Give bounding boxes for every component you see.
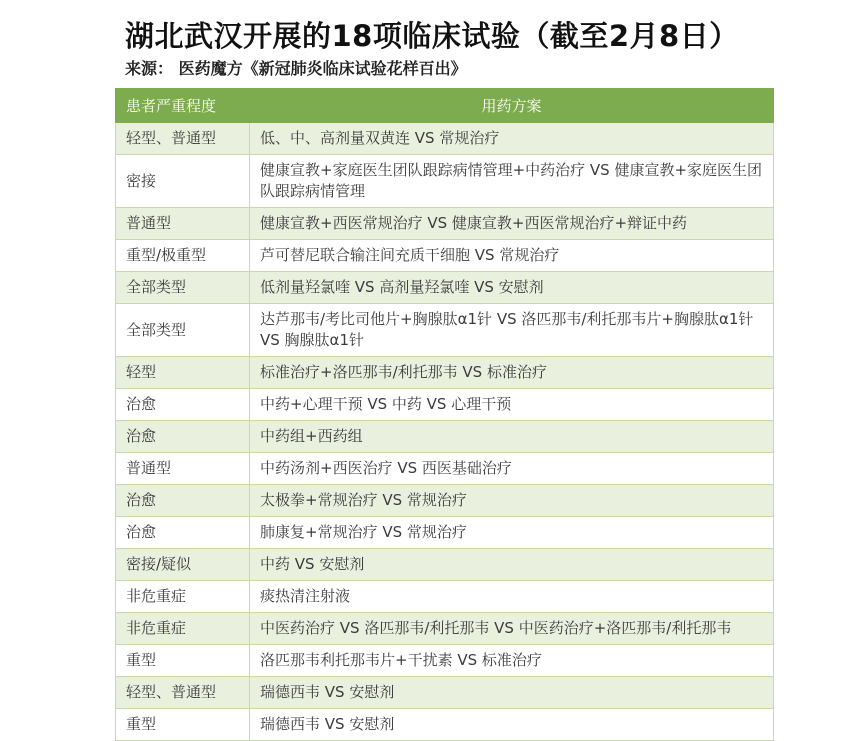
page-title: 湖北武汉开展的18项临床试验（截至2月8日）	[125, 19, 739, 53]
table-row	[116, 304, 774, 357]
severity-cell: 轻型	[116, 357, 250, 389]
column-header-regimen: 用药方案	[250, 89, 774, 123]
table-row	[116, 389, 774, 421]
table-header	[116, 89, 774, 123]
table-row	[116, 645, 774, 677]
table-body	[116, 123, 774, 741]
table-row	[116, 155, 774, 208]
table-row	[116, 677, 774, 709]
column-header-severity: 患者严重程度	[116, 89, 250, 123]
severity-cell: 普通型	[116, 208, 250, 240]
table-row	[116, 517, 774, 549]
severity-cell: 全部类型	[116, 304, 250, 357]
regimen-cell: 健康宣教+家庭医生团队跟踪病情管理+中药治疗 VS 健康宣教+家庭医生团队跟踪病情管理	[250, 155, 774, 208]
regimen-cell: 痰热清注射液	[250, 581, 774, 613]
severity-cell: 重型	[116, 709, 250, 741]
regimen-cell: 中医药治疗 VS 洛匹那韦/利托那韦 VS 中医药治疗+洛匹那韦/利托那韦	[250, 613, 774, 645]
regimen-cell: 瑞德西韦 VS 安慰剂	[250, 677, 774, 709]
source-line: 来源： 医药魔方《新冠肺炎临床试验花样百出》	[125, 59, 467, 78]
clinical-trials-table	[115, 88, 774, 741]
severity-cell: 轻型、普通型	[116, 123, 250, 155]
severity-cell: 重型/极重型	[116, 240, 250, 272]
table-row	[116, 272, 774, 304]
regimen-cell: 标准治疗+洛匹那韦/利托那韦 VS 标准治疗	[250, 357, 774, 389]
regimen-cell: 瑞德西韦 VS 安慰剂	[250, 709, 774, 741]
table-row	[116, 613, 774, 645]
table-row	[116, 208, 774, 240]
regimen-cell: 健康宣教+西医常规治疗 VS 健康宣教+西医常规治疗+辩证中药	[250, 208, 774, 240]
severity-cell: 密接	[116, 155, 250, 208]
regimen-cell: 中药 VS 安慰剂	[250, 549, 774, 581]
table-row	[116, 240, 774, 272]
header-row	[116, 89, 774, 123]
table-row	[116, 485, 774, 517]
table-row	[116, 549, 774, 581]
regimen-cell: 低、中、高剂量双黄连 VS 常规治疗	[250, 123, 774, 155]
severity-cell: 轻型、普通型	[116, 677, 250, 709]
table-row	[116, 709, 774, 741]
table-row	[116, 581, 774, 613]
severity-cell: 全部类型	[116, 272, 250, 304]
regimen-cell: 太极拳+常规治疗 VS 常规治疗	[250, 485, 774, 517]
table-row	[116, 453, 774, 485]
table-row	[116, 123, 774, 155]
regimen-cell: 肺康复+常规治疗 VS 常规治疗	[250, 517, 774, 549]
severity-cell: 治愈	[116, 485, 250, 517]
severity-cell: 治愈	[116, 389, 250, 421]
regimen-cell: 中药汤剂+西医治疗 VS 西医基础治疗	[250, 453, 774, 485]
severity-cell: 治愈	[116, 517, 250, 549]
regimen-cell: 达芦那韦/考比司他片+胸腺肽α1针 VS 洛匹那韦/利托那韦片+胸腺肽α1针 VS 胸腺肽α1针	[250, 304, 774, 357]
severity-cell: 密接/疑似	[116, 549, 250, 581]
table-row	[116, 421, 774, 453]
table-row	[116, 357, 774, 389]
regimen-cell: 中药组+西药组	[250, 421, 774, 453]
severity-cell: 重型	[116, 645, 250, 677]
severity-cell: 普通型	[116, 453, 250, 485]
severity-cell: 治愈	[116, 421, 250, 453]
regimen-cell: 低剂量羟氯喹 VS 高剂量羟氯喹 VS 安慰剂	[250, 272, 774, 304]
regimen-cell: 中药+心理干预 VS 中药 VS 心理干预	[250, 389, 774, 421]
severity-cell: 非危重症	[116, 581, 250, 613]
severity-cell: 非危重症	[116, 613, 250, 645]
regimen-cell: 芦可替尼联合输注间充质干细胞 VS 常规治疗	[250, 240, 774, 272]
regimen-cell: 洛匹那韦利托那韦片+干扰素 VS 标准治疗	[250, 645, 774, 677]
